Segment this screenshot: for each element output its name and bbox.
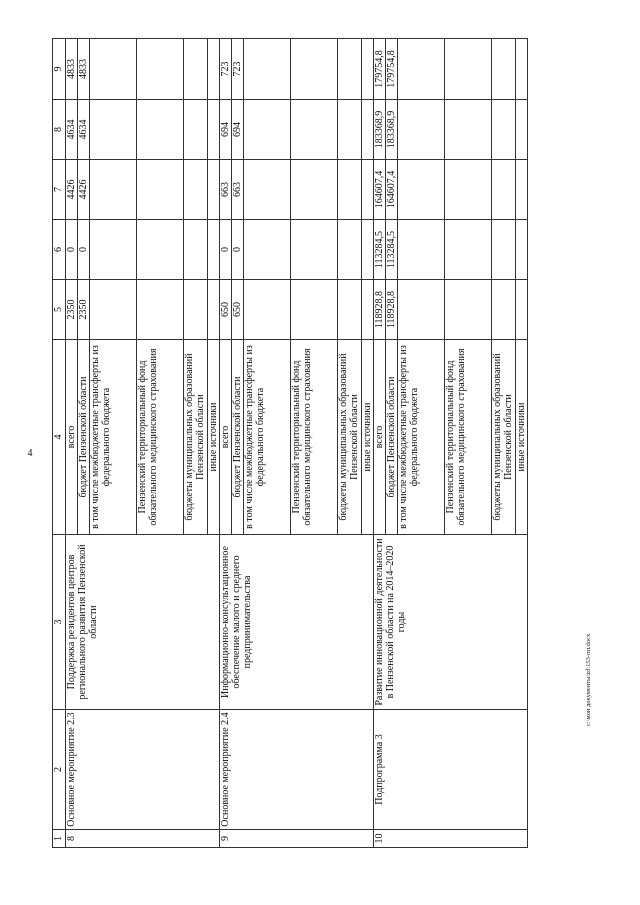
funding-source-cell: Пензенский территориальный фонд обязательного медицинского страхования (445, 340, 492, 535)
event-name-cell: Основное мероприятие 2.4 (220, 710, 374, 830)
value-cell (137, 220, 184, 280)
value-cell: 723 (220, 39, 232, 100)
value-cell (90, 280, 137, 340)
event-name-cell: Подпрограмма 3 (374, 710, 528, 830)
header-cell: 6 (53, 220, 66, 280)
value-cell (90, 39, 137, 100)
value-cell (362, 39, 374, 100)
value-cell (516, 220, 528, 280)
header-cell: 8 (53, 100, 66, 160)
value-cell: 164607,4 (374, 160, 386, 220)
header-cell: 5 (53, 280, 66, 340)
value-cell (362, 220, 374, 280)
funding-source-cell: иные источники (516, 340, 528, 535)
value-cell (184, 280, 208, 340)
value-cell: 4833 (78, 39, 90, 100)
value-cell (244, 39, 291, 100)
value-cell (90, 160, 137, 220)
value-cell (291, 220, 338, 280)
value-cell: 113284,5 (374, 220, 386, 280)
value-cell (445, 220, 492, 280)
value-cell: 118928,8 (386, 280, 398, 340)
header-cell: 3 (53, 535, 66, 710)
value-cell (208, 39, 220, 100)
funding-source-cell: всего (374, 340, 386, 535)
value-cell (362, 100, 374, 160)
header-cell: 7 (53, 160, 66, 220)
value-cell (362, 160, 374, 220)
funding-source-cell: в том числе межбюджетные трансферты из федерального бюджета (90, 340, 137, 535)
value-cell (137, 280, 184, 340)
funding-source-cell: бюджет Пензенской области (78, 340, 90, 535)
value-cell (445, 100, 492, 160)
value-cell (445, 39, 492, 100)
value-cell: 663 (232, 160, 244, 220)
value-cell: 4833 (66, 39, 78, 100)
funding-source-cell: Пензенский территориальный фонд обязательного медицинского страхования (137, 340, 184, 535)
funding-source-cell: бюджеты муниципальных образований Пензенской области (184, 340, 208, 535)
value-cell: 183368,9 (374, 100, 386, 160)
value-cell (516, 100, 528, 160)
page-number: 4 (27, 448, 33, 459)
value-cell (291, 100, 338, 160)
value-cell (492, 100, 516, 160)
value-cell (90, 100, 137, 160)
value-cell: 694 (232, 100, 244, 160)
funding-source-cell: иные источники (362, 340, 374, 535)
event-description-cell: Развитие инновационной деятельности в Пензенской области на 2014–2020 годы (374, 535, 528, 710)
header-row (53, 39, 66, 848)
document-path-footer: c:\мои документы\zd\153-пп.docx (585, 633, 592, 726)
funding-source-cell: в том числе межбюджетные трансферты из федерального бюджета (398, 340, 445, 535)
value-cell: 2350 (78, 280, 90, 340)
funding-source-cell: бюджет Пензенской области (386, 340, 398, 535)
value-cell (184, 100, 208, 160)
funding-source-cell: бюджеты муниципальных образований Пензенской области (492, 340, 516, 535)
value-cell: 0 (66, 220, 78, 280)
value-cell: 650 (232, 280, 244, 340)
value-cell (338, 220, 362, 280)
financing-table (52, 38, 528, 848)
value-cell: 694 (220, 100, 232, 160)
value-cell: 0 (78, 220, 90, 280)
value-cell: 0 (232, 220, 244, 280)
value-cell (492, 280, 516, 340)
value-cell (338, 160, 362, 220)
table-row (374, 39, 386, 848)
value-cell (208, 280, 220, 340)
funding-source-cell: в том числе межбюджетные трансферты из федерального бюджета (244, 340, 291, 535)
funding-source-cell: всего (66, 340, 78, 535)
value-cell: 179754,8 (386, 39, 398, 100)
event-description-cell: Поддержка резидентов центров регионального развития Пензенской области (66, 535, 220, 710)
value-cell (184, 220, 208, 280)
funding-source-cell: иные источники (208, 340, 220, 535)
funding-source-cell: бюджеты муниципальных образований Пензенской области (338, 340, 362, 535)
group-number-cell: 10 (374, 830, 528, 848)
funding-source-cell: всего (220, 340, 232, 535)
value-cell (291, 280, 338, 340)
value-cell: 118928,8 (374, 280, 386, 340)
value-cell: 4634 (78, 100, 90, 160)
value-cell (291, 39, 338, 100)
event-description-cell: Информационно-консультационное обеспечение малого и среднего предпринимательства (220, 535, 374, 710)
value-cell (338, 39, 362, 100)
rotated-table-wrapper (52, 39, 582, 848)
value-cell: 183368,9 (386, 100, 398, 160)
value-cell (338, 100, 362, 160)
value-cell (137, 39, 184, 100)
value-cell (398, 220, 445, 280)
value-cell: 164607,4 (386, 160, 398, 220)
group-number-cell: 9 (220, 830, 374, 848)
table-row (66, 39, 78, 848)
value-cell (244, 100, 291, 160)
value-cell (445, 280, 492, 340)
value-cell: 4634 (66, 100, 78, 160)
value-cell: 650 (220, 280, 232, 340)
value-cell (244, 280, 291, 340)
value-cell: 4426 (66, 160, 78, 220)
value-cell: 663 (220, 160, 232, 220)
value-cell (492, 39, 516, 100)
value-cell: 113284,5 (386, 220, 398, 280)
value-cell (137, 100, 184, 160)
value-cell (208, 100, 220, 160)
value-cell: 179754,8 (374, 39, 386, 100)
header-cell: 1 (53, 830, 66, 848)
value-cell (492, 160, 516, 220)
value-cell (184, 39, 208, 100)
value-cell (208, 220, 220, 280)
value-cell (516, 39, 528, 100)
value-cell (398, 160, 445, 220)
value-cell: 0 (220, 220, 232, 280)
table-body (53, 39, 528, 848)
value-cell (398, 280, 445, 340)
value-cell: 4426 (78, 160, 90, 220)
value-cell (184, 160, 208, 220)
value-cell (362, 280, 374, 340)
value-cell (90, 220, 137, 280)
value-cell: 723 (232, 39, 244, 100)
table-row (220, 39, 232, 848)
value-cell (516, 160, 528, 220)
value-cell (398, 39, 445, 100)
value-cell (137, 160, 184, 220)
value-cell: 2350 (66, 280, 78, 340)
value-cell (492, 220, 516, 280)
value-cell (244, 160, 291, 220)
group-number-cell: 8 (66, 830, 220, 848)
header-cell: 2 (53, 710, 66, 830)
value-cell (208, 160, 220, 220)
value-cell (398, 100, 445, 160)
event-name-cell: Основное мероприятие 2.3 (66, 710, 220, 830)
funding-source-cell: бюджет Пензенской области (232, 340, 244, 535)
header-cell: 9 (53, 39, 66, 100)
value-cell (244, 220, 291, 280)
value-cell (291, 160, 338, 220)
value-cell (516, 280, 528, 340)
header-cell: 4 (53, 340, 66, 535)
value-cell (338, 280, 362, 340)
value-cell (445, 160, 492, 220)
funding-source-cell: Пензенский территориальный фонд обязательного медицинского страхования (291, 340, 338, 535)
